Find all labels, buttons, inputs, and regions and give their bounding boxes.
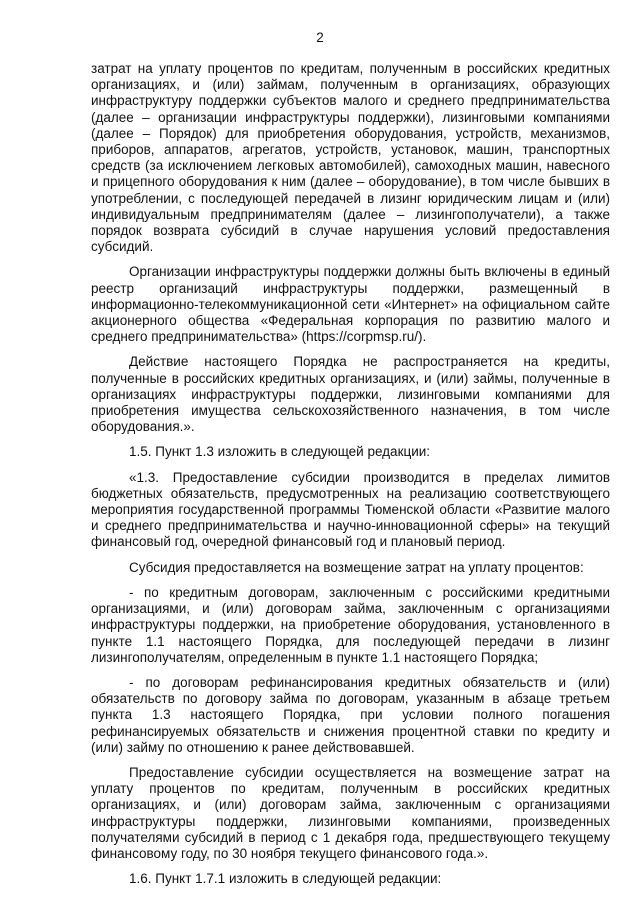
- page-number: 2: [316, 30, 324, 45]
- paragraph-list-item-refinancing: - по договорам рефинансирования кредитных обязательств и (или) обязательств по договору займа по договорам, указанным в абзаце третьем пункта 1.3 настоящего Порядка, при условии полного погашения рефинансируемых обязательств и снижения процентной ставки по кредиту и (или) займу по отношению к ранее действовавшей.: [91, 674, 610, 755]
- paragraph-registry: Организации инфраструктуры поддержки должны быть включены в единый реестр организаций инфраструктуры поддержки, размещенный в информационно-телекоммуникационной сети «Интернет» на официальном сайте акционерного общества «Федеральная корпорация по развитию малого и среднего предпринимательства» (https://corpmsp.ru/).: [91, 264, 610, 345]
- paragraph-subsidy-period: Предоставление субсидии осуществляется на возмещение затрат на уплату процентов по кредитам, полученным в российских кредитных организациях, и (или) договорам займа, заключенным с организациями инфраструктуры поддержки, лизинговыми компаниями, произведенных получателями субсидий в период с 1 декабря года, предшествующего текущему финансовому году, по 30 ноября текущего финансового года.».: [91, 764, 610, 861]
- paragraph-clause-1-3: «1.3. Предоставление субсидии производится в пределах лимитов бюджетных обязательств, предусмотренных на реализацию соответствующего мероприятия государственной программы Тюменской области «Развитие малого и среднего предпринимательства и научно-инновационной сферы» на текущий финансовый год, очередной финансовый год и плановый период.: [91, 469, 610, 550]
- document-body: [91, 61, 610, 896]
- paragraph-amendment-1-6: 1.6. Пункт 1.7.1 изложить в следующей редакции:: [129, 871, 442, 887]
- paragraph-subsidy-purpose: Субсидия предоставляется на возмещение затрат на уплату процентов:: [129, 559, 584, 575]
- paragraph-list-item-credit: - по кредитным договорам, заключенным с российскими кредитными организациями, и (или) договорам займа, заключенным с организациями инфраструктуры поддержки, на приобретение оборудования, установленного в пункте 1.1 настоящего Порядка, для последующей передачи в лизинг лизингополучателям, определенным в пункте 1.1 настоящего Порядка;: [91, 584, 610, 665]
- paragraph-continuation: затрат на уплату процентов по кредитам, полученным в российских кредитных организациях, и (или) займам, полученным в организациях, образующих инфраструктуру поддержки субъектов малого и среднего предпринимательства (далее – организации инфраструктуры поддержки), лизинговыми компаниями (далее – Порядок) для приобретения оборудования, устройств, механизмов, приборов, аппаратов, агрегатов, устройств, установок, машин, транспортных средств (за исключением легковых автомобилей), самоходных машин, навесного и прицепного оборудования к ним (далее – оборудование), в том числе бывших в употреблении, с последующей передачей в лизинг юридическим лицам и (или) индивидуальным предпринимателям (далее – лизингополучатели), а также порядок возврата субсидий в случае нарушения условий предоставления субсидий.: [91, 61, 610, 255]
- paragraph-exclusion: Действие настоящего Порядка не распространяется на кредиты, полученные в российских кредитных организациях, и (или) займы, полученные в организациях инфраструктуры поддержки, лизинговыми компаниями для приобретения имущества сельскохозяйственного назначения, в том числе оборудования.».: [91, 354, 610, 435]
- paragraph-amendment-1-5: 1.5. Пункт 1.3 изложить в следующей редакции:: [129, 444, 431, 460]
